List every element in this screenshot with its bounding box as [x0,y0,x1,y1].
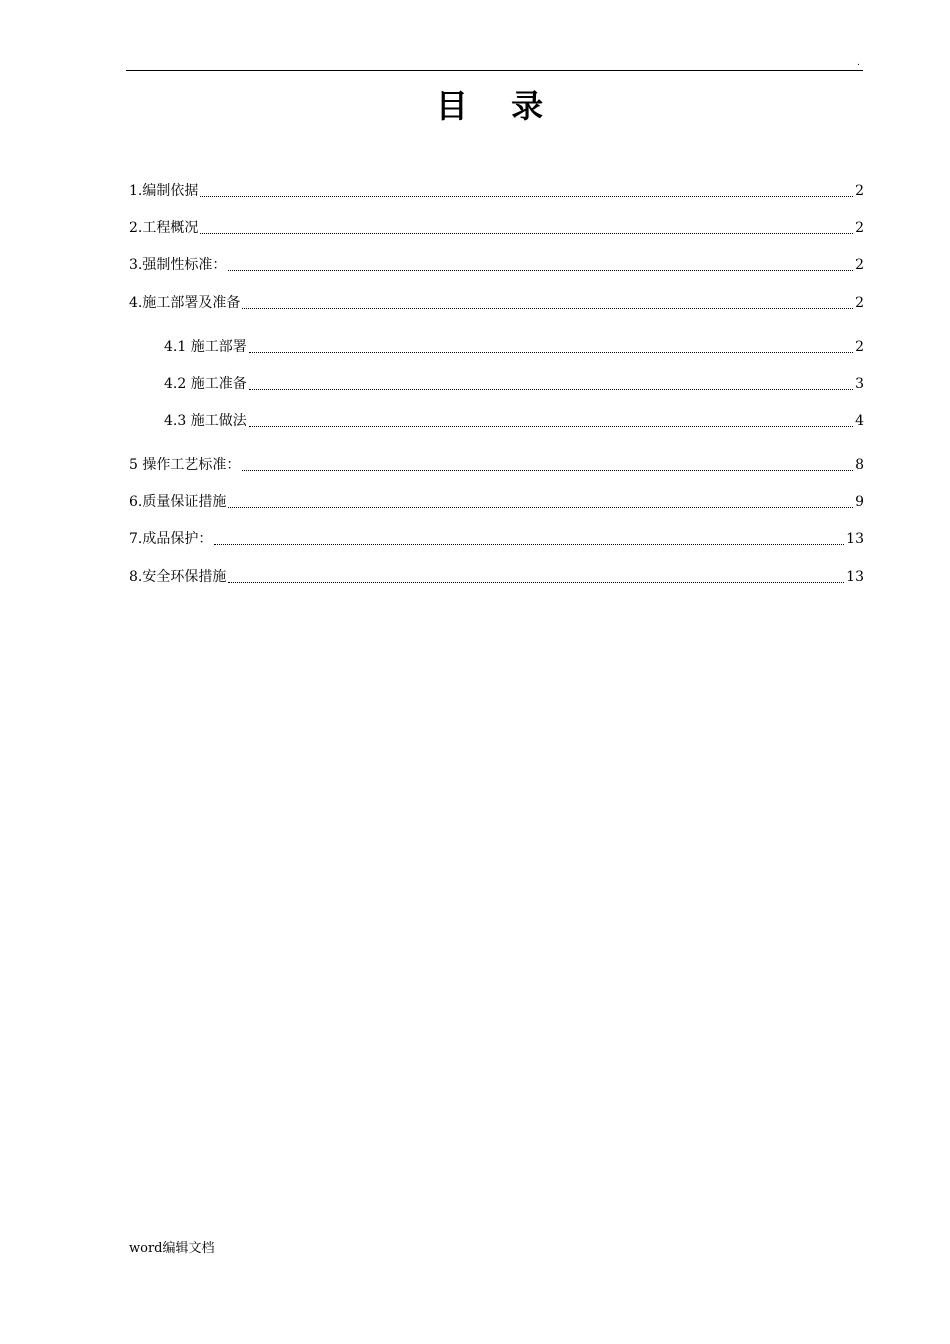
toc-entry[interactable] [129,491,864,513]
toc-subentry[interactable] [164,336,864,358]
toc-entry-label: 4.3 施工做法 [164,413,247,429]
page-footer: word编辑文档 [129,1241,215,1256]
toc-entry-page: 2 [855,183,864,199]
toc-entry-label: 4.施工部署及准备 [129,295,241,311]
toc-entry-label: 7.成品保护： [129,531,213,547]
toc-entry-label: 2.工程概况 [129,220,199,236]
toc-entry-label: 1.编制依据 [129,183,199,199]
toc-leader-dots [228,268,853,271]
toc-entry[interactable] [129,254,864,276]
toc-entry-label: 8.安全环保措施 [129,569,227,585]
toc-entry-page: 2 [855,339,864,355]
toc-entry-label: 4.2 施工准备 [164,376,247,392]
toc-entry-label: 5 操作工艺标准： [129,457,241,473]
toc-entry-label: 3.强制性标准： [129,257,227,273]
toc-entry-page: 3 [855,376,864,392]
toc-leader-dots [242,468,853,471]
toc-entry-page: 2 [855,257,864,273]
header-mark: . [857,58,860,68]
toc-entry[interactable] [129,528,864,550]
toc-leader-dots [214,542,844,545]
toc-entry-page: 13 [846,569,864,585]
toc-entry[interactable] [129,180,864,202]
toc-leader-dots [228,505,853,508]
toc-entry-page: 2 [855,220,864,236]
toc-entry-label: 4.1 施工部署 [164,339,247,355]
toc-entry-page: 13 [846,531,864,547]
toc-leader-dots [200,194,853,197]
toc-subentry[interactable] [164,410,864,432]
toc-entry-page: 4 [855,413,864,429]
toc-leader-dots [249,387,853,390]
toc-entry-page: 9 [855,494,864,510]
toc-entry[interactable] [129,292,864,314]
toc-entry-label: 6.质量保证措施 [129,494,227,510]
toc-leader-dots [249,350,853,353]
page-title: 目 录 [435,87,560,125]
header-rule [126,70,863,71]
toc-subentry[interactable] [164,373,864,395]
toc-leader-dots [242,306,853,309]
toc-leader-dots [228,580,844,583]
toc-entry-page: 2 [855,295,864,311]
toc-entry-page: 8 [855,457,864,473]
toc-entry[interactable] [129,566,864,588]
toc-leader-dots [249,424,853,427]
toc-entry[interactable] [129,454,864,476]
toc-entry[interactable] [129,217,864,239]
toc-leader-dots [200,231,853,234]
